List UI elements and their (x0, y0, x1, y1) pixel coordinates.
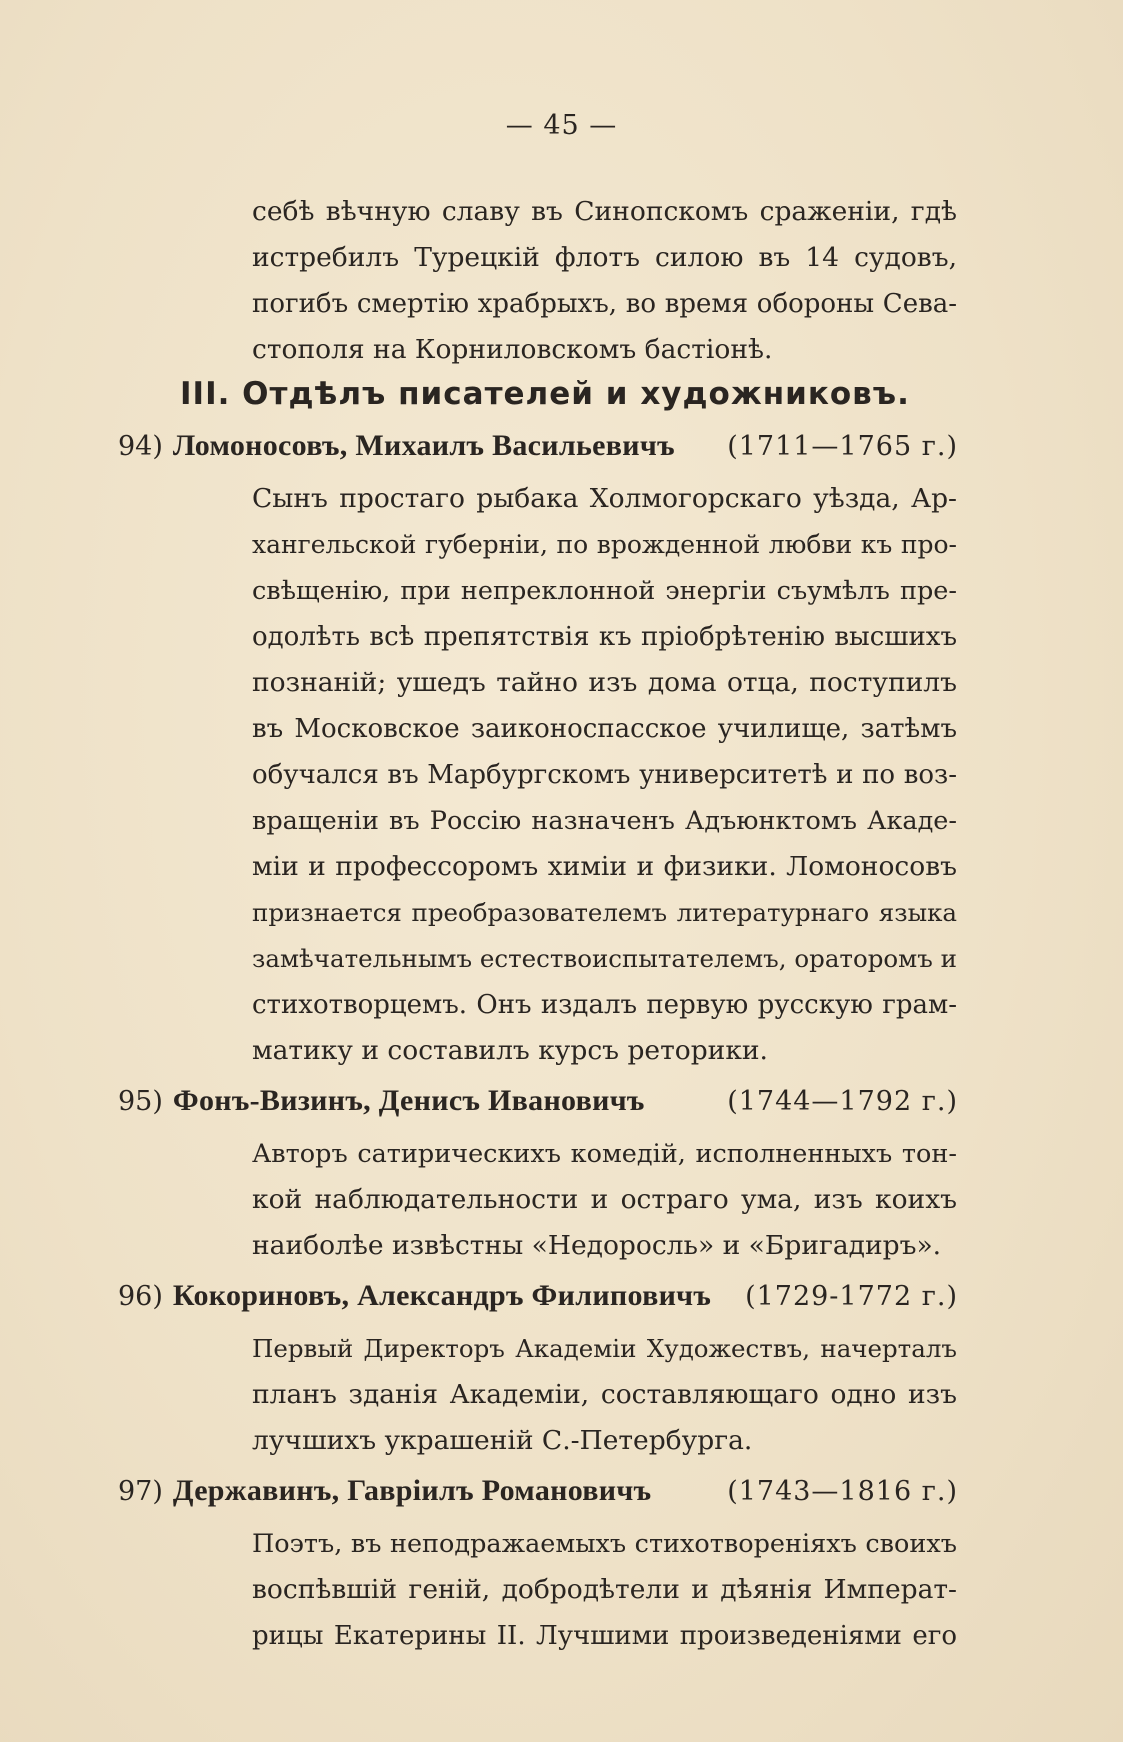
entry-line: познаній; ушедъ тайно изъ дома отца, поступилъ (252, 667, 957, 698)
intro-line: истребилъ Турецкій флотъ силою въ 14 судовъ, (252, 242, 957, 273)
entry-line: Авторъ сатирическихъ комедій, исполненныхъ тон- (252, 1139, 957, 1169)
entry-years: (1744—1792 г.) (727, 1086, 958, 1117)
entry-years: (1743—1816 г.) (727, 1476, 958, 1507)
entry-name: Кокориновъ, Александръ Филиповичъ (172, 1279, 712, 1312)
entry-line: признается преобразователемъ литературнаго языка (252, 898, 957, 927)
entry-line: обучался въ Марбургскомъ университетѣ и по воз- (252, 760, 957, 790)
entry-name: Ломоносовъ, Михаилъ Васильевичъ (172, 429, 675, 462)
entry-line: вращеніи въ Россію назначенъ Адъюнктомъ Акаде- (252, 806, 957, 836)
entry-number: 95) (118, 1086, 163, 1117)
entry-line: замѣчательнымъ естествоиспытателемъ, ораторомъ и (252, 944, 957, 973)
entry-name: Державинъ, Гавріилъ Романовичъ (172, 1474, 652, 1507)
entry-line: міи и профессоромъ химіи и физики. Ломоносовъ (252, 851, 957, 882)
entry-line: лучшихъ украшеній С.-Петербурга. (252, 1425, 753, 1456)
entry-heading (118, 1467, 958, 1515)
entry-line: хангельской губерніи, по врожденной любви къ про- (252, 530, 957, 559)
entry-line: Поэтъ, въ неподражаемыхъ стихотвореніяхъ своихъ (252, 1529, 957, 1559)
entry-line: одолѣть всѣ препятствія къ пріобрѣтенію высшихъ (252, 622, 957, 652)
entry-number: 97) (118, 1476, 163, 1507)
entry-name: Фонъ-Визинъ, Денисъ Ивановичъ (172, 1084, 645, 1117)
section-heading: III. Отдѣлъ писателей и художниковъ. (180, 376, 910, 412)
entry-line: матику и составилъ курсъ реторики. (252, 1035, 768, 1066)
entry-line: въ Московское заиконоспасское училище, затѣмъ (252, 714, 957, 744)
entry-line: кой наблюдательности и остраго ума, изъ коихъ (252, 1184, 957, 1215)
intro-line: стополя на Корниловскомъ бастіонѣ. (252, 334, 773, 365)
entry-line: стихотворцемъ. Онъ издалъ первую русскую грам- (252, 990, 957, 1020)
intro-line: погибъ смертію храбрыхъ, во время обороны Сева- (252, 289, 957, 319)
entry-line: Сынъ простаго рыбака Холмогорскаго уѣзда, Ар- (252, 483, 957, 514)
entry-heading (118, 1077, 958, 1125)
entry-line: воспѣвшій геній, добродѣтели и дѣянія Императ- (252, 1574, 957, 1605)
entry-line: рицы Екатерины II. Лучшими произведеніями его (252, 1621, 957, 1651)
entry-years: (1729-1772 г.) (745, 1281, 958, 1312)
entry-heading (118, 1272, 958, 1320)
page-number: — 45 — (505, 110, 618, 141)
entry-line: планъ зданія Академіи, составляющаго одно изъ (252, 1379, 957, 1410)
entry-line: свѣщенію, при непреклонной энергіи съумѣлъ пре- (252, 576, 957, 606)
entry-line: наиболѣе извѣстны «Недоросль» и «Бригадиръ». (252, 1230, 942, 1261)
entry-number: 96) (118, 1281, 163, 1312)
entry-years: (1711—1765 г.) (727, 431, 958, 462)
entry-line: Первый Директоръ Академіи Художествъ, начерталъ (252, 1334, 957, 1363)
entry-number: 94) (118, 431, 163, 462)
intro-line: себѣ вѣчную славу въ Синопскомъ сраженіи, гдѣ (252, 196, 957, 227)
entry-heading (118, 422, 958, 470)
